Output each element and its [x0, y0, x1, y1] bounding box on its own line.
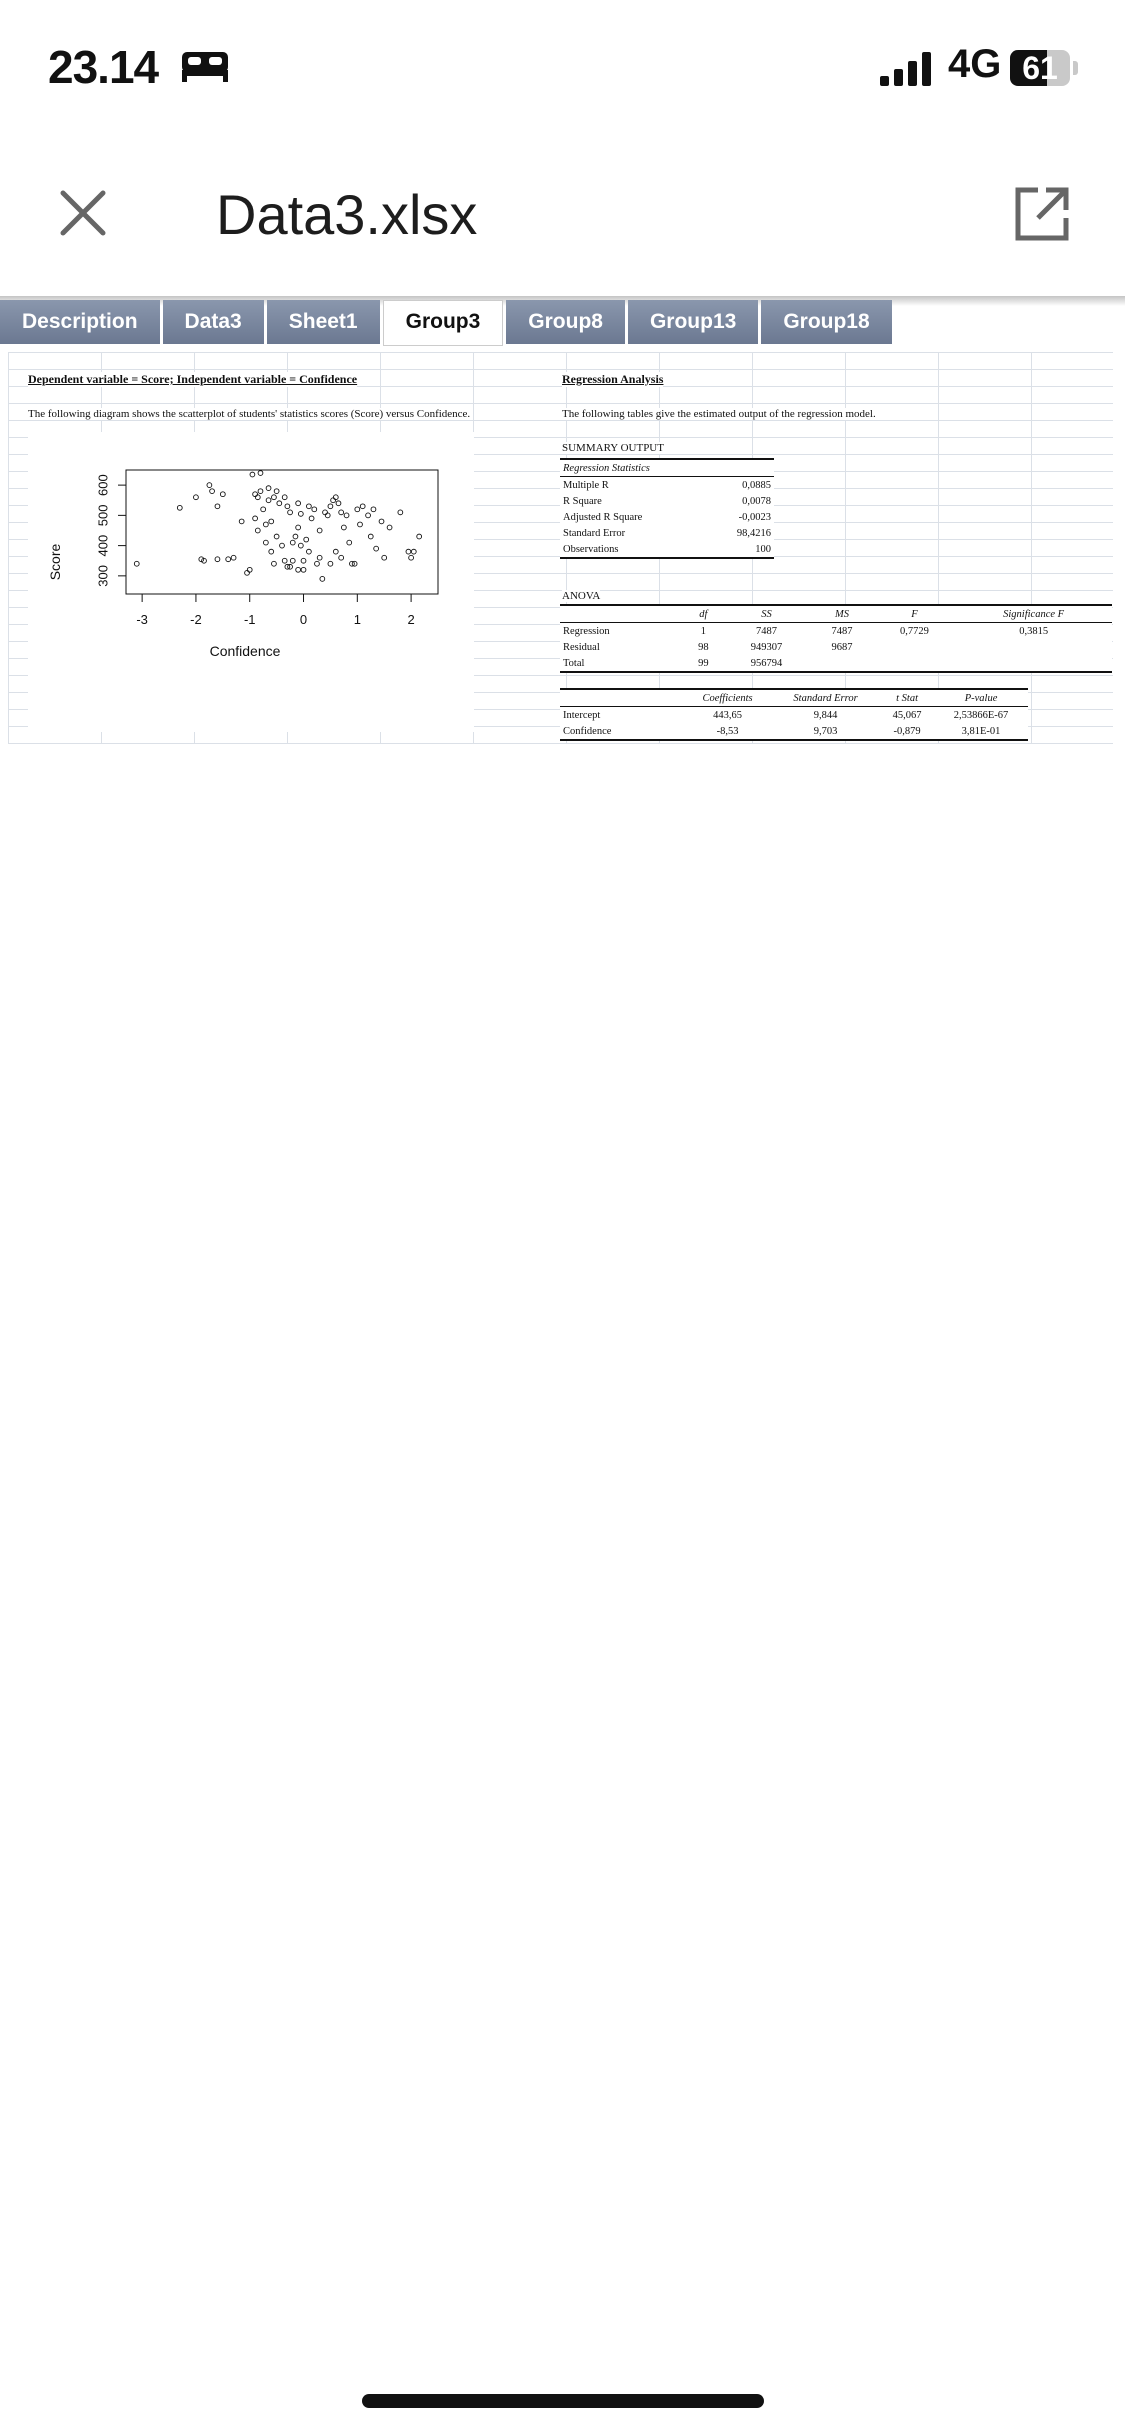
scatter-point [298, 511, 303, 516]
scatter-point [347, 540, 352, 545]
scatter-point [274, 489, 279, 494]
tab-description[interactable]: Description [0, 300, 160, 344]
cellular-signal-icon [880, 52, 936, 86]
x-axis-label: Confidence [209, 643, 281, 659]
scatter-point [306, 549, 311, 554]
spreadsheet-grid[interactable] [8, 352, 1113, 744]
scatter-point [398, 510, 403, 515]
scatter-point [282, 558, 287, 563]
right-description: The following tables give the estimated output of the regression model. [562, 408, 876, 420]
scatter-point [301, 567, 306, 572]
battery-level: 61 [1022, 50, 1058, 86]
scatter-point [239, 519, 244, 524]
scatter-point [409, 555, 414, 560]
scatter-point [333, 549, 338, 554]
y-tick-label: 600 [95, 474, 111, 496]
scatter-point [282, 495, 287, 500]
scatter-point [325, 513, 330, 518]
scatter-point [328, 561, 333, 566]
table-row: Confidence -8,53 9,703 -0,879 3,81E-01 [560, 723, 1028, 740]
scatter-point [323, 510, 328, 515]
scatter-point [306, 504, 311, 509]
tab-group3[interactable]: Group3 [383, 300, 504, 346]
x-tick-label: -3 [136, 612, 148, 627]
table-row: Adjusted R Square -0,0023 [563, 511, 771, 523]
scatter-point [263, 540, 268, 545]
scatter-point [387, 525, 392, 530]
scatter-point [293, 534, 298, 539]
scatter-point [285, 504, 290, 509]
scatter-point [210, 489, 215, 494]
scatter-point [266, 486, 271, 491]
right-heading: Regression Analysis [562, 372, 664, 386]
scatter-point [296, 525, 301, 530]
status-time: 23.14 [48, 41, 159, 93]
scatter-point [379, 519, 384, 524]
scatter-point [280, 543, 285, 548]
scatter-point [250, 472, 255, 477]
scatter-point [177, 505, 182, 510]
scatter-point [296, 567, 301, 572]
scatter-point [315, 561, 320, 566]
scatter-point [360, 504, 365, 509]
scatter-point [411, 549, 416, 554]
plot-frame [126, 470, 438, 594]
scatter-point [134, 561, 139, 566]
scatter-point [290, 558, 295, 563]
scatter-point [277, 501, 282, 506]
scatter-point [328, 504, 333, 509]
scatter-point [344, 513, 349, 518]
network-type: 4G [948, 42, 1002, 86]
tab-sheet1[interactable]: Sheet1 [267, 300, 380, 344]
table-row: Intercept 443,65 9,844 45,067 2,53866E-67 [563, 709, 1009, 721]
scatter-point [207, 483, 212, 488]
scatter-point [274, 534, 279, 539]
left-description: The following diagram shows the scatterplot of students' statistics scores (Score) versus Confidence. [28, 408, 471, 420]
scatter-point [355, 507, 360, 512]
scatter-point [298, 543, 303, 548]
x-tick-label: -1 [243, 612, 256, 627]
table-row: Total 99 956794 [560, 655, 1112, 672]
scatter-point [382, 555, 387, 560]
scatter-point [339, 555, 344, 560]
scatter-point [263, 522, 268, 527]
regression-statistics-header: Regression Statistics [563, 462, 650, 474]
scatter-point [253, 516, 258, 521]
scatter-point [258, 471, 263, 476]
scatter-point [255, 528, 260, 533]
anova-table: df SS MS F Significance F Regression 1 7487 7487 0,7729 0,3815 Residual 98 949307 9687 Total 99 956794 [560, 604, 1112, 673]
scatter-point [261, 507, 266, 512]
scatter-point [288, 510, 293, 515]
scatter-point [247, 567, 252, 572]
scatter-point [215, 504, 220, 509]
scatter-point [290, 540, 295, 545]
home-indicator[interactable] [362, 2394, 764, 2408]
scatter-point [336, 501, 341, 506]
scatter-point [255, 495, 260, 500]
scatter-point [296, 501, 301, 506]
summary-output-label: SUMMARY OUTPUT [562, 442, 664, 454]
sleep-focus-icon [180, 48, 230, 84]
scatter-point [245, 570, 250, 575]
x-tick-label: 0 [299, 612, 308, 627]
scatter-point [331, 498, 336, 503]
y-tick-label: 400 [95, 534, 111, 557]
scatter-point [417, 534, 422, 539]
scatter-point [269, 519, 274, 524]
table-row: Standard Error 98,4216 [563, 527, 771, 539]
battery-tip [1073, 61, 1078, 75]
close-icon[interactable] [58, 188, 108, 238]
scatter-point [215, 557, 220, 562]
status-bar [0, 0, 1125, 150]
table-row: Residual 98 949307 9687 [563, 641, 853, 653]
scatter-point [406, 549, 411, 554]
scatter-point [366, 513, 371, 518]
scatter-point [253, 492, 258, 497]
scatter-point [341, 525, 346, 530]
tab-group13[interactable]: Group13 [628, 300, 758, 344]
left-heading: Dependent variable = Score; Independent variable = Confidence [28, 372, 358, 386]
table-row: Multiple R 0,0885 [563, 479, 771, 491]
scatter-point [333, 495, 338, 500]
scatter-point [339, 510, 344, 515]
open-external-icon[interactable] [1012, 184, 1072, 244]
scatter-point [368, 534, 373, 539]
scatter-point [272, 495, 277, 500]
scatter-point [317, 555, 322, 560]
x-tick-label: 2 [407, 612, 415, 627]
sheet-tab-bar [0, 300, 895, 344]
document-title: Data3.xlsx [216, 183, 478, 246]
scatter-point [220, 492, 225, 497]
tab-data3[interactable]: Data3 [163, 300, 264, 344]
tab-group8[interactable]: Group8 [506, 300, 625, 344]
scatter-point [194, 495, 199, 500]
scatter-point [312, 507, 317, 512]
y-tick-label: 500 [95, 504, 111, 527]
scatter-point [258, 489, 263, 494]
battery-icon [1010, 50, 1070, 86]
table-row: R Square 0,0078 [563, 495, 771, 507]
scatter-point [231, 555, 236, 560]
table-row: Regression 1 7487 7487 0,7729 0,3815 [563, 625, 1049, 637]
scatter-point [374, 546, 379, 551]
tab-group18[interactable]: Group18 [761, 300, 891, 344]
table-row: Observations 100 [560, 541, 774, 558]
scatter-point [320, 576, 325, 581]
x-tick-label: -2 [190, 612, 202, 627]
scatter-point [272, 561, 277, 566]
y-tick-label: 300 [95, 565, 111, 587]
scatter-point [269, 549, 274, 554]
scatter-point [317, 528, 322, 533]
anova-title: ANOVA [562, 590, 601, 602]
scatter-point [301, 558, 306, 563]
scatter-point [309, 516, 314, 521]
scatter-point [371, 507, 376, 512]
scatter-point [358, 522, 363, 527]
scatter-point [226, 557, 231, 562]
x-tick-label: 1 [353, 612, 361, 627]
scatter-point [266, 498, 271, 503]
scatter-chart [28, 432, 474, 732]
coefficients-table: Coefficients Standard Error t Stat P-value Intercept 443,65 9,844 45,067 2,53866E-67 Confidence -8,53 9,703 -0,879 3,81E-01 [560, 688, 1028, 741]
scatter-point [304, 537, 309, 542]
y-axis-label: Score [47, 543, 63, 581]
regression-statistics-table [560, 458, 774, 559]
